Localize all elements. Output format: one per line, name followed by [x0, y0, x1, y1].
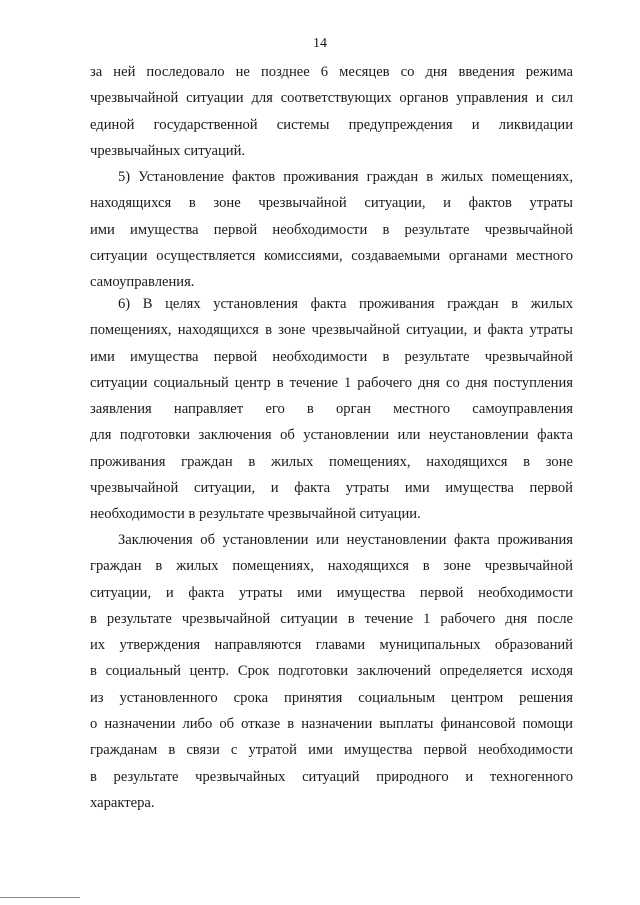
- text-line: в социальный центр. Срок подготовки заключений определяется исходя: [90, 663, 573, 680]
- text-line: о назначении либо об отказе в назначении выплаты финансовой помощи: [90, 716, 573, 733]
- paragraph-item-5: [90, 164, 573, 295]
- text-line: 5) Установление фактов проживания граждан в жилых помещениях,: [118, 169, 573, 185]
- text-line: граждан в жилых помещениях, находящихся в зоне чрезвычайной: [90, 558, 573, 575]
- text-line: в результате чрезвычайной ситуации в течение 1 рабочего дня после: [90, 610, 573, 627]
- text-line: самоуправления.: [90, 274, 195, 291]
- text-line: гражданам в связи с утратой ими имущества первой необходимости: [90, 742, 573, 759]
- text-line: помещениях, находящихся в зоне чрезвычайной ситуации, и факта утраты: [90, 322, 573, 339]
- text-line: за ней последовало не позднее 6 месяцев со дня введения режима: [90, 64, 573, 80]
- text-line: чрезвычайной ситуации, и факта утраты ими имущества первой: [90, 480, 573, 497]
- text-line: характера.: [90, 794, 155, 811]
- text-line: проживания граждан в жилых помещениях, находящихся в зоне: [90, 453, 573, 470]
- text-line: заявления направляет его в орган местного самоуправления: [90, 401, 573, 418]
- paragraph-item-6: [90, 291, 573, 528]
- text-line: ситуации осуществляется комиссиями, создаваемыми органами местного: [90, 247, 573, 264]
- text-line: их утверждения направляются главами муниципальных образований: [90, 637, 573, 654]
- text-line: единой государственной системы предупреждения и ликвидации: [90, 116, 573, 133]
- paragraph-continuation: [90, 59, 573, 164]
- text-line: ими имущества первой необходимости в результате чрезвычайной: [90, 221, 573, 238]
- text-line: ситуации социальный центр в течение 1 рабочего дня со дня поступления: [90, 374, 573, 391]
- text-line: ими имущества первой необходимости в результате чрезвычайной: [90, 348, 573, 365]
- paragraph-conclusions: [90, 527, 573, 816]
- text-line: чрезвычайной ситуации для соответствующих органов управления и сил: [90, 90, 573, 107]
- text-line: для подготовки заключения об установлении или неустановлении факта: [90, 427, 573, 444]
- scan-edge-rule: [0, 897, 80, 898]
- text-line: из установленного срока принятия социальным центром решения: [90, 689, 573, 706]
- text-line: необходимости в результате чрезвычайной ситуации.: [90, 506, 421, 523]
- text-line: Заключения об установлении или неустановлении факта проживания: [118, 532, 573, 548]
- text-line: 6) В целях установления факта проживания граждан в жилых: [118, 296, 573, 312]
- text-line: находящихся в зоне чрезвычайной ситуации, и фактов утраты: [90, 195, 573, 212]
- text-line: чрезвычайных ситуаций.: [90, 142, 246, 159]
- text-line: в результате чрезвычайных ситуаций природного и техногенного: [90, 768, 573, 785]
- page-number: 14: [313, 36, 327, 51]
- text-line: ситуации, и факта утраты ими имущества первой необходимости: [90, 584, 573, 601]
